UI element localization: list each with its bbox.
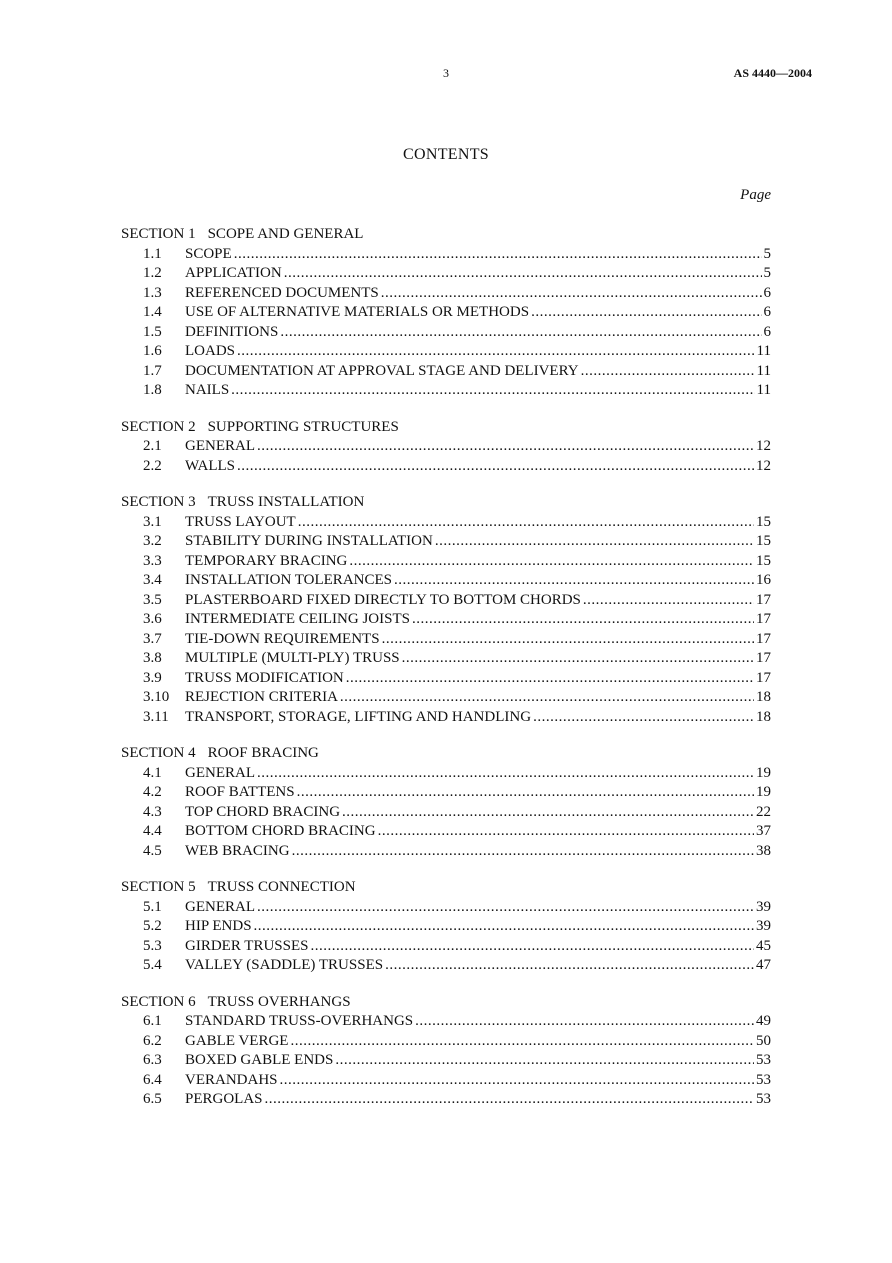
entry-page-number: 53 — [756, 1071, 771, 1088]
entry-title: MULTIPLE (MULTI-PLY) TRUSS — [185, 650, 400, 666]
dot-leader — [435, 532, 754, 552]
toc-entry[interactable] — [121, 649, 771, 669]
entry-page-number: 53 — [756, 1052, 771, 1068]
section-title: SCOPE AND GENERAL — [207, 226, 364, 242]
toc-entry[interactable] — [121, 532, 771, 552]
entry-number: 1.5 — [143, 323, 162, 340]
entry-page-number: 45 — [756, 937, 771, 954]
dot-leader — [292, 842, 754, 862]
dot-leader — [340, 688, 754, 708]
entry-page-number: 6 — [763, 304, 771, 320]
entry-number: 3.2 — [143, 533, 162, 549]
entry-number: 1.6 — [143, 343, 162, 359]
dot-leader — [257, 898, 754, 918]
entry-page-number: 16 — [756, 572, 771, 588]
entry-page-number: 11 — [756, 382, 771, 398]
section-label: SECTION 4 — [121, 745, 196, 761]
entry-title: APPLICATION — [185, 265, 282, 281]
toc-entry[interactable] — [121, 245, 771, 265]
entry-page-number: 17 — [756, 611, 771, 627]
entry-number: 6.5 — [143, 1091, 162, 1107]
entry-page-number: 37 — [756, 823, 771, 839]
entry-title: DEFINITIONS — [185, 323, 279, 340]
entry-number: 4.1 — [143, 764, 162, 781]
entry-title: WEB BRACING — [185, 842, 290, 859]
toc-entry[interactable] — [121, 630, 771, 650]
entry-page-number: 11 — [756, 362, 771, 379]
entry-number: 4.4 — [143, 823, 162, 839]
entry-title: GABLE VERGE — [185, 1032, 289, 1049]
entry-page-number: 15 — [756, 533, 771, 549]
entry-title: VALLEY (SADDLE) TRUSSES — [185, 957, 384, 973]
dot-leader — [385, 956, 754, 976]
toc-entry[interactable] — [121, 284, 771, 304]
entry-title: WALLS — [185, 457, 235, 474]
entry-number: 5.4 — [143, 957, 162, 973]
entry-title: DOCUMENTATION AT APPROVAL STAGE AND DELIVERY — [185, 362, 579, 379]
entry-number: 3.7 — [143, 630, 162, 647]
entry-number: 2.1 — [143, 438, 162, 454]
page-column-label: Page — [740, 187, 771, 203]
toc-section — [121, 418, 771, 477]
dot-leader — [237, 342, 755, 362]
table-of-contents — [121, 225, 771, 1127]
dot-leader — [284, 264, 762, 284]
entry-page-number: 5 — [763, 245, 771, 262]
entry-page-number: 38 — [756, 842, 771, 859]
toc-entry[interactable] — [121, 822, 771, 842]
section-label: SECTION 2 — [121, 418, 196, 435]
entry-number: 6.3 — [143, 1052, 162, 1068]
entry-number: 3.8 — [143, 650, 162, 666]
entry-title: TEMPORARY BRACING — [185, 552, 348, 569]
section-heading[interactable] — [121, 418, 771, 438]
toc-entry[interactable] — [121, 1051, 771, 1071]
toc-entry[interactable] — [121, 842, 771, 862]
entry-number: 1.8 — [143, 382, 162, 398]
entry-title: GENERAL — [185, 438, 255, 454]
entry-number: 4.2 — [143, 784, 162, 800]
dot-leader — [257, 437, 754, 457]
entry-title: ROOF BATTENS — [185, 784, 295, 800]
entry-page-number: 22 — [756, 803, 771, 820]
entry-title: BOXED GABLE ENDS — [185, 1052, 334, 1068]
toc-section — [121, 225, 771, 401]
entry-page-number: 11 — [756, 343, 771, 359]
entry-title: VERANDAHS — [185, 1071, 278, 1088]
section-title: TRUSS OVERHANGS — [207, 993, 351, 1010]
dot-leader — [280, 1071, 754, 1091]
toc-entry[interactable] — [121, 898, 771, 918]
toc-entry[interactable] — [121, 264, 771, 284]
toc-section — [121, 493, 771, 727]
section-label: SECTION 6 — [121, 993, 196, 1010]
entry-page-number: 19 — [756, 764, 771, 781]
entry-number: 6.4 — [143, 1071, 162, 1088]
entry-number: 3.3 — [143, 552, 162, 569]
entry-number: 4.3 — [143, 803, 162, 820]
entry-title: STABILITY DURING INSTALLATION — [185, 533, 433, 549]
entry-page-number: 18 — [756, 689, 771, 705]
entry-title: NAILS — [185, 382, 230, 398]
entry-page-number: 6 — [763, 284, 771, 301]
dot-leader — [381, 284, 762, 304]
toc-entry[interactable] — [121, 457, 771, 477]
dot-leader — [531, 303, 761, 323]
entry-title: INTERMEDIATE CEILING JOISTS — [185, 611, 410, 627]
section-title: TRUSS CONNECTION — [207, 879, 356, 895]
section-label: SECTION 5 — [121, 879, 196, 895]
dot-leader — [378, 822, 754, 842]
toc-entry[interactable] — [121, 764, 771, 784]
entry-number: 5.3 — [143, 937, 162, 954]
entry-title: TIE-DOWN REQUIREMENTS — [185, 630, 380, 647]
entry-page-number: 39 — [756, 918, 771, 934]
entry-page-number: 15 — [756, 513, 771, 530]
entry-number: 5.2 — [143, 918, 162, 934]
dot-leader — [280, 323, 761, 343]
dot-leader — [394, 571, 754, 591]
toc-entry[interactable] — [121, 323, 771, 343]
contents-title: CONTENTS — [403, 146, 489, 163]
entry-page-number: 6 — [763, 323, 771, 340]
section-heading[interactable] — [121, 225, 771, 245]
section-title: TRUSS INSTALLATION — [207, 494, 365, 510]
entry-number: 3.6 — [143, 611, 162, 627]
section-heading[interactable] — [121, 493, 771, 513]
dot-leader — [342, 803, 754, 823]
toc-entry[interactable] — [121, 1090, 771, 1110]
entry-title: GIRDER TRUSSES — [185, 937, 309, 954]
section-title: SUPPORTING STRUCTURES — [207, 418, 399, 435]
toc-entry[interactable] — [121, 708, 771, 728]
document-code: AS 4440—2004 — [733, 66, 812, 80]
entry-page-number: 50 — [756, 1032, 771, 1049]
entry-number: 6.2 — [143, 1032, 162, 1049]
dot-leader — [583, 591, 754, 611]
entry-title: TRUSS LAYOUT — [185, 513, 296, 530]
dot-leader — [581, 362, 755, 382]
toc-entry[interactable] — [121, 591, 771, 611]
entry-title: TRANSPORT, STORAGE, LIFTING AND HANDLING — [185, 708, 532, 725]
entry-title: REJECTION CRITERIA — [185, 689, 338, 705]
toc-entry[interactable] — [121, 669, 771, 689]
dot-leader — [412, 610, 754, 630]
entry-number: 3.1 — [143, 513, 162, 530]
toc-section — [121, 744, 771, 861]
entry-title: PERGOLAS — [185, 1091, 263, 1107]
entry-number: 1.3 — [143, 284, 162, 301]
dot-leader — [311, 937, 754, 957]
entry-page-number: 39 — [756, 898, 771, 915]
entry-title: LOADS — [185, 343, 236, 359]
dot-leader — [290, 1032, 754, 1052]
toc-section — [121, 878, 771, 976]
entry-page-number: 47 — [756, 957, 771, 973]
toc-entry[interactable] — [121, 552, 771, 572]
entry-page-number: 17 — [756, 630, 771, 647]
entry-page-number: 49 — [756, 1013, 771, 1029]
entry-title: STANDARD TRUSS-OVERHANGS — [185, 1013, 414, 1029]
dot-leader — [234, 245, 762, 265]
toc-entry[interactable] — [121, 1071, 771, 1091]
entry-number: 4.5 — [143, 842, 162, 859]
entry-title: HIP ENDS — [185, 918, 252, 934]
entry-title: PLASTERBOARD FIXED DIRECTLY TO BOTTOM CHORDS — [185, 591, 581, 608]
entry-number: 3.5 — [143, 591, 162, 608]
dot-leader — [349, 552, 754, 572]
entry-number: 3.4 — [143, 572, 162, 588]
entry-number: 3.11 — [143, 708, 169, 725]
dot-leader — [265, 1090, 754, 1110]
section-label: SECTION 1 — [121, 226, 196, 242]
toc-entry[interactable] — [121, 803, 771, 823]
toc-entry[interactable] — [121, 362, 771, 382]
page-number: 3 — [443, 66, 449, 80]
dot-leader — [257, 764, 754, 784]
toc-entry[interactable] — [121, 783, 771, 803]
toc-entry[interactable] — [121, 513, 771, 533]
entry-title: GENERAL — [185, 764, 255, 781]
entry-title: SCOPE — [185, 245, 232, 262]
toc-entry[interactable] — [121, 381, 771, 401]
toc-entry[interactable] — [121, 937, 771, 957]
entry-page-number: 19 — [756, 784, 771, 800]
entry-number: 1.2 — [143, 265, 162, 281]
dot-leader — [297, 783, 754, 803]
dot-leader — [346, 669, 754, 689]
entry-page-number: 15 — [756, 552, 771, 569]
entry-page-number: 12 — [756, 457, 771, 474]
section-heading[interactable] — [121, 878, 771, 898]
section-heading[interactable] — [121, 993, 771, 1013]
entry-title: BOTTOM CHORD BRACING — [185, 823, 376, 839]
dot-leader — [237, 457, 754, 477]
entry-page-number: 17 — [756, 669, 771, 686]
entry-title: GENERAL — [185, 898, 255, 915]
entry-page-number: 5 — [763, 265, 771, 281]
toc-entry[interactable] — [121, 688, 771, 708]
toc-entry[interactable] — [121, 303, 771, 323]
dot-leader — [402, 649, 754, 669]
section-label: SECTION 3 — [121, 494, 196, 510]
entry-number: 1.4 — [143, 304, 162, 320]
dot-leader — [533, 708, 754, 728]
entry-page-number: 17 — [756, 650, 771, 666]
entry-number: 1.1 — [143, 245, 162, 262]
dot-leader — [254, 917, 754, 937]
toc-entry[interactable] — [121, 917, 771, 937]
entry-number: 1.7 — [143, 362, 162, 379]
toc-entry[interactable] — [121, 1032, 771, 1052]
entry-page-number: 17 — [756, 591, 771, 608]
entry-title: USE OF ALTERNATIVE MATERIALS OR METHODS — [185, 304, 530, 320]
entry-number: 3.10 — [143, 689, 170, 705]
entry-number: 6.1 — [143, 1013, 162, 1029]
entry-number: 2.2 — [143, 457, 162, 474]
entry-number: 5.1 — [143, 898, 162, 915]
entry-number: 3.9 — [143, 669, 162, 686]
toc-entry[interactable] — [121, 610, 771, 630]
toc-entry[interactable] — [121, 342, 771, 362]
dot-leader — [231, 381, 754, 401]
toc-entry[interactable] — [121, 1012, 771, 1032]
entry-page-number: 12 — [756, 438, 771, 454]
section-heading[interactable] — [121, 744, 771, 764]
entry-title: INSTALLATION TOLERANCES — [185, 572, 392, 588]
entry-title: TRUSS MODIFICATION — [185, 669, 344, 686]
entry-page-number: 53 — [756, 1091, 771, 1107]
entry-title: REFERENCED DOCUMENTS — [185, 284, 379, 301]
entry-title: TOP CHORD BRACING — [185, 803, 341, 820]
toc-section — [121, 993, 771, 1110]
toc-entry[interactable] — [121, 956, 771, 976]
toc-entry[interactable] — [121, 571, 771, 591]
section-title: ROOF BRACING — [207, 745, 319, 761]
dot-leader — [382, 630, 754, 650]
toc-entry[interactable] — [121, 437, 771, 457]
dot-leader — [415, 1012, 754, 1032]
dot-leader — [335, 1051, 754, 1071]
entry-page-number: 18 — [756, 708, 771, 725]
dot-leader — [298, 513, 754, 533]
